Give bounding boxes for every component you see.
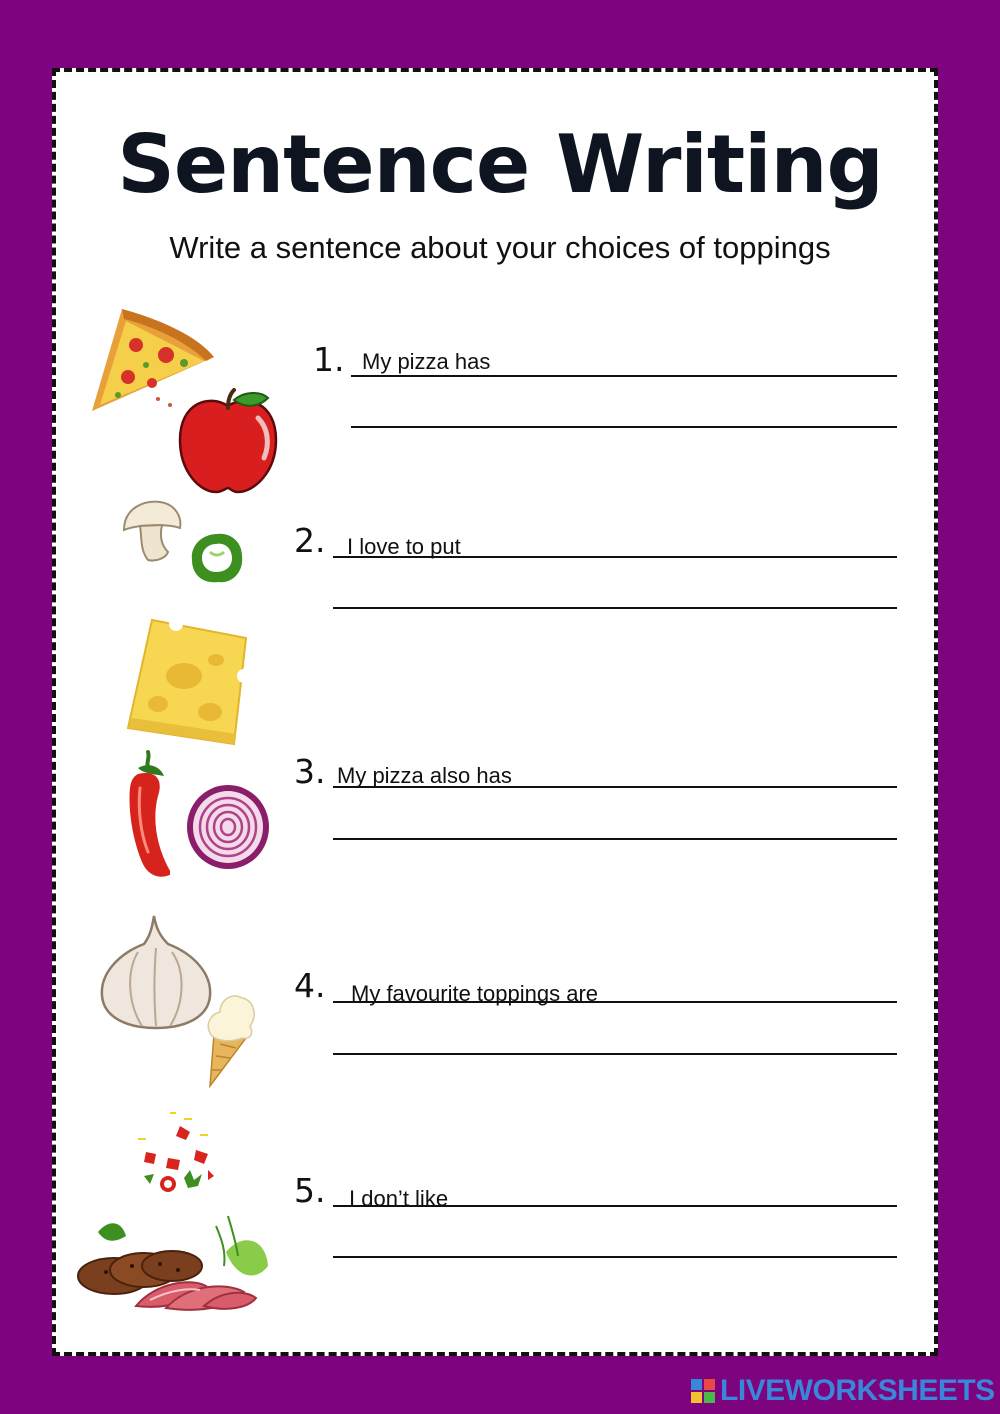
brand-text: LIVEWORKSHEETS bbox=[720, 1374, 995, 1407]
question-1-number: 1. bbox=[313, 340, 345, 379]
question-5-prompt: I don’t like bbox=[349, 1186, 449, 1211]
apple-icon bbox=[176, 388, 280, 496]
green-pepper-icon bbox=[188, 530, 246, 586]
answer-line-2a[interactable] bbox=[333, 556, 897, 558]
answer-line-1a[interactable] bbox=[351, 375, 897, 377]
chopped-tomato-icon bbox=[134, 1108, 222, 1194]
question-3-number: 3. bbox=[294, 752, 326, 791]
question-3-prompt: My pizza also has bbox=[337, 763, 512, 788]
ice-cream-icon bbox=[200, 988, 260, 1088]
answer-line-1b[interactable] bbox=[351, 426, 897, 428]
liveworksheets-logo-icon bbox=[690, 1378, 716, 1404]
question-2-number: 2. bbox=[294, 521, 326, 560]
answer-line-4a[interactable] bbox=[333, 1001, 897, 1003]
question-4-prompt: My favourite toppings are bbox=[351, 981, 599, 1006]
page-title: Sentence Writing bbox=[117, 118, 883, 211]
garlic-icon bbox=[98, 912, 214, 1030]
answer-line-4b[interactable] bbox=[333, 1053, 897, 1055]
mushroom-icon bbox=[120, 498, 184, 564]
meat-slices-icon bbox=[76, 1212, 272, 1314]
chili-pepper-icon bbox=[124, 748, 170, 882]
question-5-number: 5. bbox=[294, 1171, 326, 1210]
instruction-text: Write a sentence about your choices of toppings bbox=[169, 230, 831, 265]
red-onion-icon bbox=[184, 782, 272, 872]
answer-line-5a[interactable] bbox=[333, 1205, 897, 1207]
question-1-prompt: My pizza has bbox=[362, 349, 491, 374]
answer-line-5b[interactable] bbox=[333, 1256, 897, 1258]
cheese-icon bbox=[124, 616, 250, 748]
answer-line-3b[interactable] bbox=[333, 838, 897, 840]
answer-line-2b[interactable] bbox=[333, 607, 897, 609]
answer-line-3a[interactable] bbox=[333, 786, 897, 788]
question-4-number: 4. bbox=[294, 966, 326, 1005]
brand-logo bbox=[690, 1374, 995, 1408]
question-2-prompt: I love to put bbox=[347, 534, 461, 559]
